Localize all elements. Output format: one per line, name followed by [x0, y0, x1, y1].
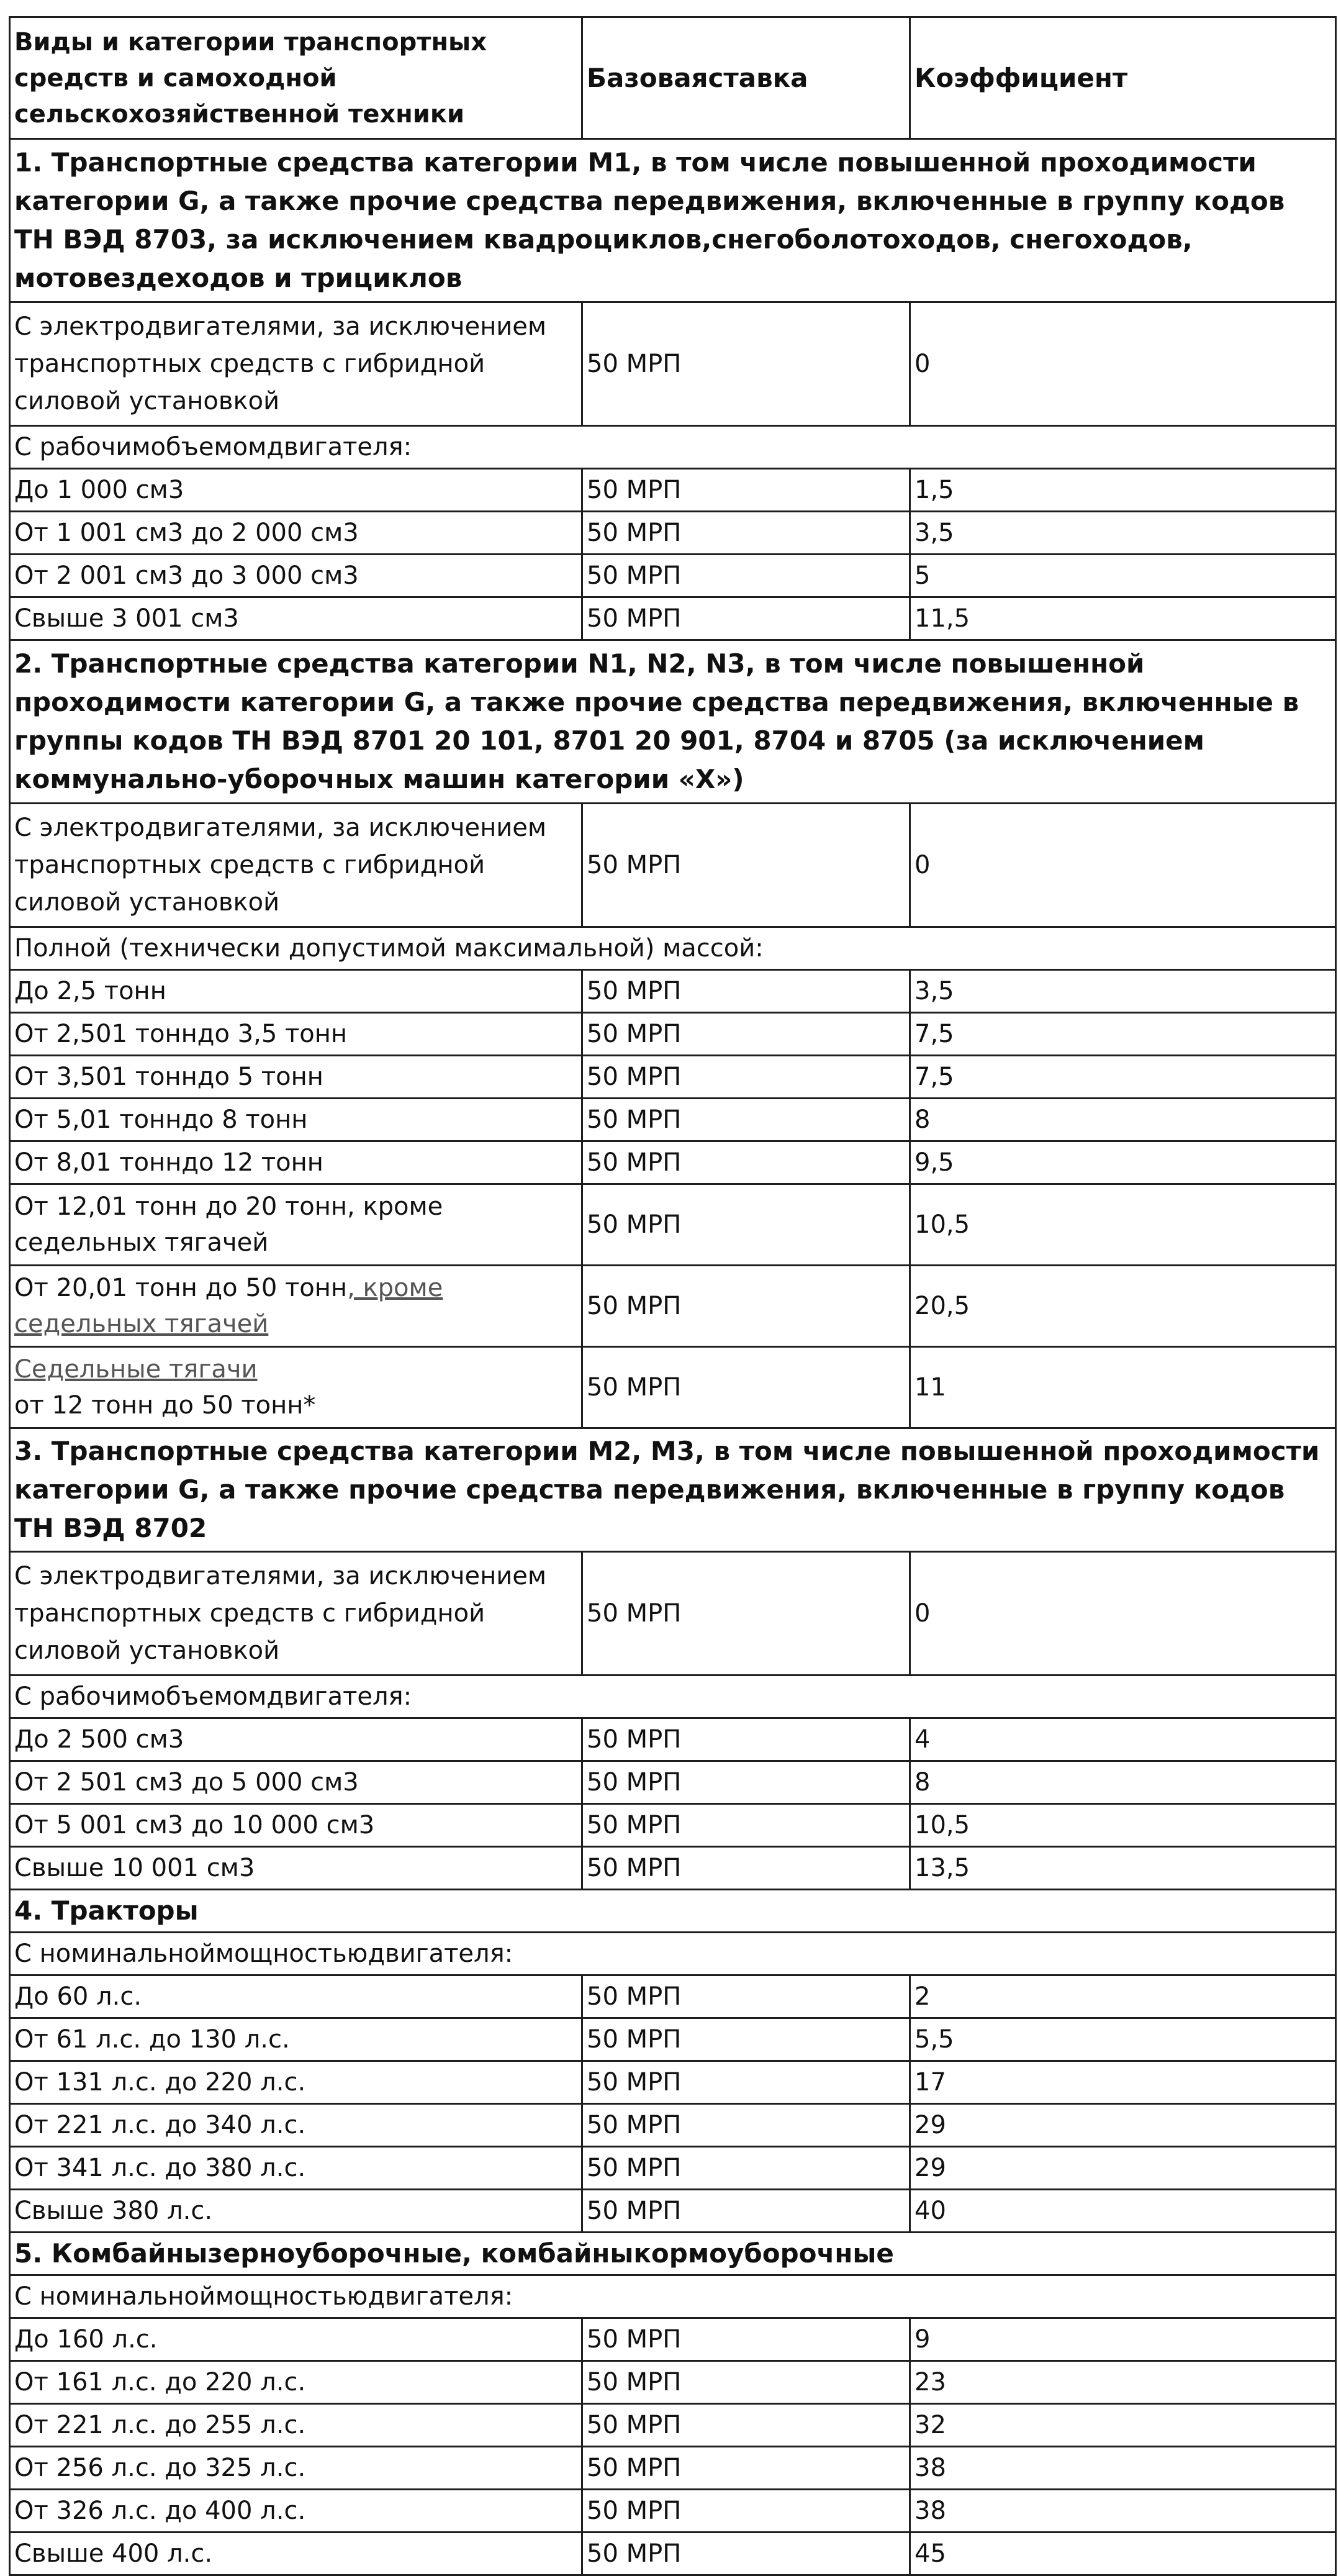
row-coef: 3,5 — [910, 512, 1336, 555]
row-coef: 4 — [910, 1718, 1336, 1761]
row-rate: 50 МРП — [582, 1761, 910, 1804]
row-rate: 50 МРП — [582, 1847, 910, 1890]
table-row — [10, 1975, 1336, 2018]
section-3-title: 3. Транспортные средства категории М2, М3, в том числе повышенной проходимости категории G, а также прочие средства передвижения, включенные в группу кодов ТН ВЭД 8702 — [10, 1428, 1336, 1552]
row-label: От 131 л.с. до 220 л.с. — [10, 2061, 582, 2104]
row-coef: 9 — [910, 2318, 1336, 2361]
section-3-subheader: С рабочимобъемомдвигателя: — [10, 1676, 1336, 1718]
row-coef: 7,5 — [910, 1056, 1336, 1099]
row-rate: 50 МРП — [582, 1347, 910, 1428]
row-rate: 50 МРП — [582, 1718, 910, 1761]
section-1-subheader: С рабочимобъемомдвигателя: — [10, 426, 1336, 469]
section-title-row — [10, 139, 1336, 302]
table-row — [10, 1804, 1336, 1847]
row-rate: 50 МРП — [582, 1266, 910, 1347]
row-label: От 2 001 см3 до 3 000 см3 — [10, 555, 582, 597]
row-rate: 50 МРП — [582, 1975, 910, 2018]
row-rate: 50 МРП — [582, 2061, 910, 2104]
table-row — [10, 1718, 1336, 1761]
table-row — [10, 2533, 1336, 2575]
table-row — [10, 1184, 1336, 1266]
subheader-row — [10, 1933, 1336, 1975]
table-row — [10, 597, 1336, 640]
row-label-text: От 20,01 тонн до 50 тонн — [14, 1274, 348, 1302]
row-coef: 45 — [910, 2533, 1336, 2575]
row-label: До 2 500 см3 — [10, 1718, 582, 1761]
row-label: От 12,01 тонн до 20 тонн, кроме седельных тягачей — [10, 1184, 582, 1266]
subheader-row — [10, 426, 1336, 469]
row-label: С электродвигателями, за исключением транспортных средств с гибридной силовой установкой — [10, 302, 582, 426]
row-coef: 7,5 — [910, 1013, 1336, 1056]
row-coef: 0 — [910, 302, 1336, 426]
row-label: От 161 л.с. до 220 л.с. — [10, 2361, 582, 2404]
row-coef: 9,5 — [910, 1141, 1336, 1184]
row-rate: 50 МРП — [582, 1141, 910, 1184]
table-row — [10, 1099, 1336, 1141]
row-label: От 5,01 тонндо 8 тонн — [10, 1099, 582, 1141]
row-rate: 50 МРП — [582, 2318, 910, 2361]
table-row — [10, 1013, 1336, 1056]
row-label: С электродвигателями, за исключением транспортных средств с гибридной силовой установкой — [10, 804, 582, 927]
header-col-type: Виды и категории транспортных средств и самоходной сельскохозяйственной техники — [10, 17, 582, 139]
table-row — [10, 1761, 1336, 1804]
row-label: От 221 л.с. до 255 л.с. — [10, 2404, 582, 2447]
row-rate: 50 МРП — [582, 302, 910, 426]
row-coef: 32 — [910, 2404, 1336, 2447]
row-coef: 11,5 — [910, 597, 1336, 640]
row-rate: 50 МРП — [582, 597, 910, 640]
table-row — [10, 2404, 1336, 2447]
section-title-row — [10, 2233, 1336, 2275]
row-label: До 160 л.с. — [10, 2318, 582, 2361]
table-row — [10, 1056, 1336, 1099]
table-row — [10, 2447, 1336, 2490]
table-header-row — [10, 17, 1336, 139]
row-label: От 221 л.с. до 340 л.с. — [10, 2104, 582, 2147]
row-label: От 256 л.с. до 325 л.с. — [10, 2447, 582, 2490]
table-row — [10, 1266, 1336, 1347]
row-label: Свыше 10 001 см3 — [10, 1847, 582, 1890]
row-coef: 0 — [910, 804, 1336, 927]
section-2-title: 2. Транспортные средства категории N1, N2, N3, в том числе повышенной проходимости категории G, а также прочие средства передвижения, включенные в группы кодов ТН ВЭД 8701 20 101, 8701 20 901, 8704 и 8705 (за исключением коммунально-уборочных машин категории «Х») — [10, 640, 1336, 804]
row-coef: 0 — [910, 1552, 1336, 1676]
row-rate: 50 МРП — [582, 2404, 910, 2447]
row-rate: 50 МРП — [582, 1804, 910, 1847]
row-rate: 50 МРП — [582, 469, 910, 512]
row-rate: 50 МРП — [582, 1056, 910, 1099]
row-rate: 50 МРП — [582, 2490, 910, 2533]
row-label: От 8,01 тонндо 12 тонн — [10, 1141, 582, 1184]
row-rate: 50 МРП — [582, 2447, 910, 2490]
section-4-subheader: С номинальноймощностьюдвигателя: — [10, 1933, 1336, 1975]
row-rate: 50 МРП — [582, 512, 910, 555]
subheader-row — [10, 1676, 1336, 1718]
section-title-row — [10, 640, 1336, 804]
row-coef: 17 — [910, 2061, 1336, 2104]
row-rate: 50 МРП — [582, 1552, 910, 1676]
row-rate: 50 МРП — [582, 2533, 910, 2575]
table-row — [10, 2018, 1336, 2061]
row-label: От 2 501 см3 до 5 000 см3 — [10, 1761, 582, 1804]
row-rate: 50 МРП — [582, 2018, 910, 2061]
row-label: От 5 001 см3 до 10 000 см3 — [10, 1804, 582, 1847]
row-label: Свыше 3 001 см3 — [10, 597, 582, 640]
row-coef: 10,5 — [910, 1804, 1336, 1847]
row-label: Свыше 400 л.с. — [10, 2533, 582, 2575]
table-row — [10, 2104, 1336, 2147]
semi-tractors-link[interactable]: Седельные тягачи — [14, 1355, 258, 1384]
row-coef: 5 — [910, 555, 1336, 597]
row-rate: 50 МРП — [582, 2147, 910, 2190]
row-coef: 13,5 — [910, 1847, 1336, 1890]
row-label: Свыше 380 л.с. — [10, 2190, 582, 2233]
row-label: От 3,501 тонндо 5 тонн — [10, 1056, 582, 1099]
row-coef: 1,5 — [910, 469, 1336, 512]
table-row — [10, 1347, 1336, 1428]
row-coef: 5,5 — [910, 2018, 1336, 2061]
section-title-row — [10, 1890, 1336, 1933]
table-row — [10, 970, 1336, 1013]
row-coef: 38 — [910, 2490, 1336, 2533]
row-label: От 1 001 см3 до 2 000 см3 — [10, 512, 582, 555]
row-label: До 60 л.с. — [10, 1975, 582, 2018]
table-row — [10, 1141, 1336, 1184]
row-label — [10, 1266, 582, 1347]
row-coef: 23 — [910, 2361, 1336, 2404]
row-label: От 341 л.с. до 380 л.с. — [10, 2147, 582, 2190]
row-rate: 50 МРП — [582, 2104, 910, 2147]
row-coef: 29 — [910, 2104, 1336, 2147]
table-row — [10, 512, 1336, 555]
row-label: С электродвигателями, за исключением транспортных средств с гибридной силовой установкой — [10, 1552, 582, 1676]
row-coef: 3,5 — [910, 970, 1336, 1013]
table-row — [10, 1847, 1336, 1890]
section-4-title: 4. Тракторы — [10, 1890, 1336, 1933]
header-col-rate: Базоваяставка — [582, 17, 910, 139]
row-rate: 50 МРП — [582, 2190, 910, 2233]
row-label-text: от 12 тонн до 50 тонн* — [14, 1391, 316, 1420]
row-label — [10, 1347, 582, 1428]
table-row — [10, 804, 1336, 927]
header-col-coef: Коэффициент — [910, 17, 1336, 139]
row-coef: 8 — [910, 1761, 1336, 1804]
row-coef: 10,5 — [910, 1184, 1336, 1266]
table-row — [10, 302, 1336, 426]
tariff-table — [9, 16, 1337, 2576]
row-label: От 61 л.с. до 130 л.с. — [10, 2018, 582, 2061]
row-label: От 326 л.с. до 400 л.с. — [10, 2490, 582, 2533]
row-coef: 2 — [910, 1975, 1336, 2018]
row-label: От 2,501 тонндо 3,5 тонн — [10, 1013, 582, 1056]
table-row — [10, 2061, 1336, 2104]
row-coef: 29 — [910, 2147, 1336, 2190]
table-row — [10, 469, 1336, 512]
table-row — [10, 2361, 1336, 2404]
row-coef: 11 — [910, 1347, 1336, 1428]
row-rate: 50 МРП — [582, 804, 910, 927]
row-coef: 8 — [910, 1099, 1336, 1141]
tractor-exclusion-link[interactable]: , кроме седельных тягачей — [14, 1274, 443, 1338]
row-rate: 50 МРП — [582, 1013, 910, 1056]
section-5-subheader: С номинальноймощностьюдвигателя: — [10, 2275, 1336, 2318]
subheader-row — [10, 2275, 1336, 2318]
row-label: До 2,5 тонн — [10, 970, 582, 1013]
row-rate: 50 МРП — [582, 1184, 910, 1266]
section-2-subheader: Полной (технически допустимой максимальной) массой: — [10, 927, 1336, 970]
table-row — [10, 1552, 1336, 1676]
section-5-title: 5. Комбайнызерноуборочные, комбайныкормоуборочные — [10, 2233, 1336, 2275]
section-1-title: 1. Транспортные средства категории М1, в том числе повышенной проходимости категории G, а также прочие средства передвижения, включенные в группу кодов ТН ВЭД 8703, за исключением квадроциклов,снегоболотоходов, снегоходов, мотовездеходов и трициклов — [10, 139, 1336, 302]
table-row — [10, 2190, 1336, 2233]
table-row — [10, 2490, 1336, 2533]
table-row — [10, 2318, 1336, 2361]
row-coef: 20,5 — [910, 1266, 1336, 1347]
row-rate: 50 МРП — [582, 555, 910, 597]
row-label: До 1 000 см3 — [10, 469, 582, 512]
row-coef: 40 — [910, 2190, 1336, 2233]
table-row — [10, 555, 1336, 597]
row-rate: 50 МРП — [582, 2361, 910, 2404]
row-rate: 50 МРП — [582, 1099, 910, 1141]
section-title-row — [10, 1428, 1336, 1552]
row-coef: 38 — [910, 2447, 1336, 2490]
subheader-row — [10, 927, 1336, 970]
row-rate: 50 МРП — [582, 970, 910, 1013]
table-row — [10, 2147, 1336, 2190]
